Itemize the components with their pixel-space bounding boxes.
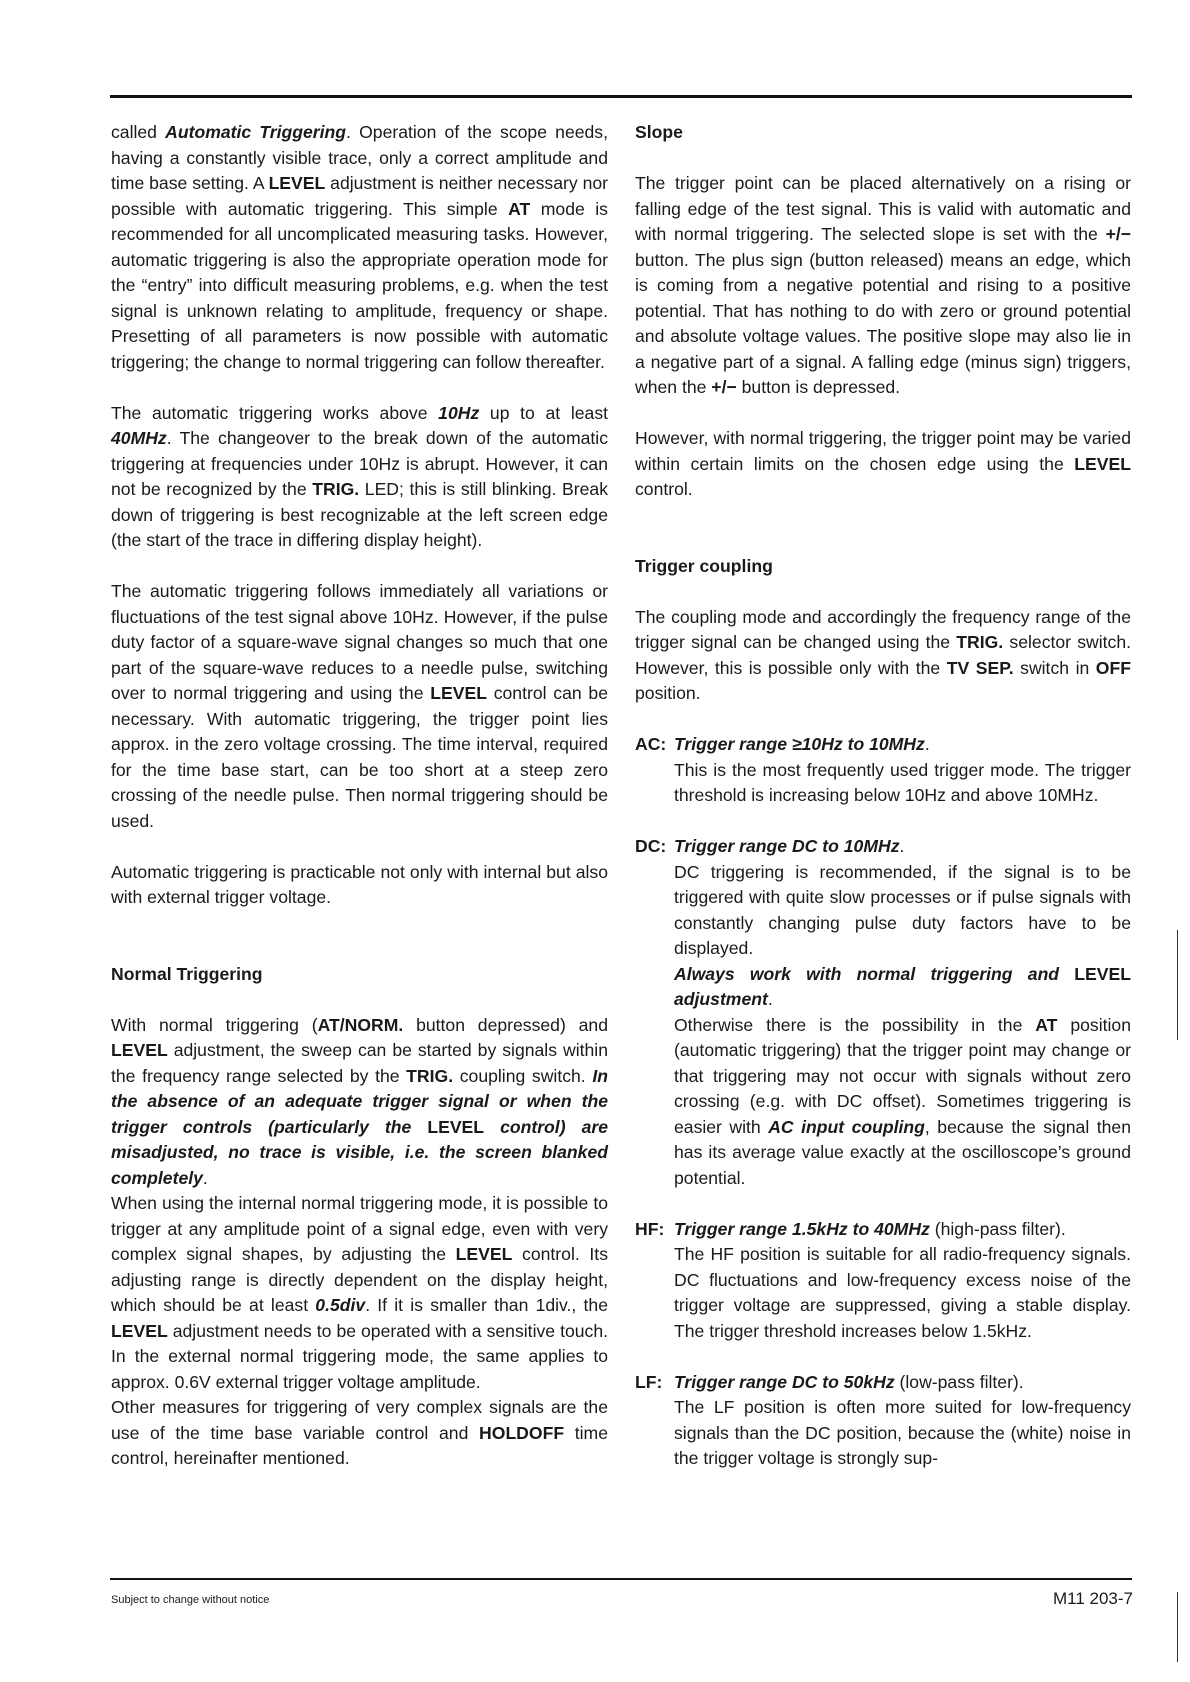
text-run: Otherwise there is the possibility in the	[674, 1014, 1036, 1035]
paragraph-slope-level	[635, 426, 1131, 503]
text-run: control can be necessary. With automatic triggering, the trigger point lies approx. in the zero voltage crossing. The time interval, required for the time base start, can be too short at a steep zero crossing of the needle pulse. Then normal triggering should be used.	[111, 683, 608, 831]
text-run: Trigger range ≥10Hz to 10MHz	[674, 734, 925, 754]
coupling-tag-hf: HF:	[635, 1218, 665, 1239]
margin-mark-upper	[1177, 930, 1178, 1040]
left-column	[111, 120, 608, 1472]
text-run: 40MHz	[111, 428, 167, 448]
text-run: The automatic triggering follows immediately all variations or fluctuations of the test signal above 10Hz. However, if the pulse duty factor of a square-wave signal changes so much that one part of the square-wave reduces to a needle pulse, switching over to normal triggering and using the	[111, 581, 608, 703]
text-run: adjustment, the sweep can be started by signals within the frequency range selected by the	[111, 1040, 608, 1086]
coupling-tag-dc: DC:	[635, 836, 667, 856]
text-run: +/−	[1105, 224, 1131, 244]
bottom-rule	[110, 1578, 1132, 1580]
text-run: In the absence of an adequate trigger signal or when the trigger controls (particularly the	[111, 1065, 608, 1137]
text-run: TV SEP.	[946, 657, 1014, 678]
text-run: Trigger range DC to 10MHz	[674, 836, 900, 856]
text-run: position (automatic triggering) that the trigger point may change or that triggering may not occur with signals without zero crossing (e.g. with DC offset). Sometimes triggering is easier with	[674, 1014, 1131, 1137]
page-number: M11 203-7	[1052, 1589, 1133, 1608]
text-run: AT	[1035, 1014, 1058, 1035]
coupling-desc-ac	[674, 758, 1131, 809]
right-column	[635, 120, 1131, 1472]
text-run: button depressed) and	[403, 1014, 608, 1035]
heading-normal-triggering: Normal Triggering	[111, 963, 263, 984]
top-rule	[110, 95, 1132, 98]
text-run: Automatic triggering is practicable not only with internal but also with external trigger voltage.	[111, 861, 608, 907]
text-run: OFF	[1095, 657, 1131, 678]
text-run: (low-pass filter).	[894, 1371, 1024, 1392]
text-run: Other measures for triggering of very complex signals are the use of the time base variable control and	[111, 1397, 608, 1443]
text-run: adjustment needs to be operated with a sensitive touch. In the external normal triggering mode, the same applies to approx. 0.6V external trigger voltage amplitude.	[111, 1320, 608, 1392]
paragraph-other-measures	[111, 1395, 608, 1472]
text-run: . Operation of the scope needs, having a constantly visible trace, only a correct amplitude and time base setting. A	[111, 122, 608, 193]
text-run: The trigger point can be placed alternatively on a rising or falling edge of the test signal. This is valid with automatic and with normal triggering. The selected slope is set with the	[635, 173, 1131, 244]
text-run: LEVEL	[455, 1244, 513, 1264]
text-run: control. Its adjusting range is directly dependent on the display height, which should be at least	[111, 1244, 608, 1315]
coupling-note-dc	[674, 962, 1131, 1013]
coupling-desc-dc	[674, 860, 1131, 962]
text-run: called	[111, 122, 166, 142]
paragraph-normal-triggering	[111, 1013, 608, 1192]
text-run: Always work with normal triggering and	[674, 963, 1075, 984]
text-run: LED; this is still blinking. Break down of triggering is best recognizable at the left screen edge (the start of the trace in differing display height).	[111, 479, 609, 550]
text-run: selector switch. However, this is possible only with the	[635, 632, 1131, 678]
text-run: TRIG.	[406, 1065, 454, 1086]
text-run: +/−	[711, 377, 737, 397]
coupling-item-hf	[635, 1217, 1131, 1243]
text-run: .	[202, 1167, 208, 1188]
text-run: . If it is smaller than 1div., the	[365, 1295, 608, 1315]
paragraph-frequency-range	[111, 401, 608, 554]
text-run: Automatic Triggering	[165, 122, 347, 142]
text-run: With normal triggering (	[111, 1014, 318, 1035]
text-run: When using the internal normal triggering mode, it is possible to trigger at any amplitude point of a signal edge, even with very complex signal shapes, by adjusting the	[111, 1193, 608, 1264]
coupling-range-lf	[674, 1370, 1131, 1396]
heading-trigger-coupling: Trigger coupling	[635, 555, 773, 576]
text-run: up to at least	[479, 402, 608, 423]
paragraph-variations	[111, 579, 608, 834]
text-run: The automatic triggering works above	[111, 402, 439, 423]
coupling-range-hf	[674, 1217, 1131, 1243]
text-run: control.	[635, 479, 693, 499]
text-run: LEVEL	[1074, 963, 1131, 984]
text-run: TRIG.	[312, 479, 360, 499]
paragraph-external-trigger	[111, 860, 608, 911]
text-run: adjustment is neither necessary nor possible with automatic triggering. This simple	[111, 173, 608, 219]
text-run: switch in	[1013, 657, 1096, 678]
margin-mark-lower	[1177, 1592, 1178, 1662]
text-run: .	[924, 734, 930, 754]
text-run: However, with normal triggering, the trigger point may be varied within certain limits on the chosen edge using the	[635, 428, 1131, 474]
text-run: 0.5div	[315, 1295, 366, 1315]
text-run: .	[899, 836, 905, 856]
coupling-desc-dc-otherwise	[674, 1013, 1131, 1192]
paragraph-automatic-triggering	[111, 120, 608, 375]
coupling-desc-lf	[674, 1395, 1131, 1472]
text-run: TRIG.	[956, 632, 1004, 652]
text-run: HOLDOFF	[479, 1422, 565, 1443]
text-run: , because the signal then has its average value exactly at the oscilloscope’s ground potential.	[674, 1116, 1131, 1188]
text-run: LEVEL	[268, 173, 326, 193]
coupling-desc-hf	[674, 1242, 1131, 1344]
text-run: LEVEL	[111, 1320, 168, 1341]
paragraph-internal-normal-triggering	[111, 1191, 608, 1395]
coupling-item-ac	[635, 732, 1131, 758]
text-run: AT	[508, 198, 531, 219]
heading-slope: Slope	[635, 122, 683, 142]
text-run: DC triggering is recommended, if the signal is to be triggered with quite slow processes or if pulse signals with constantly changing pulse duty factors have to be displayed.	[674, 861, 1131, 958]
text-run: coupling switch.	[453, 1065, 593, 1086]
text-run: AT/NORM.	[317, 1014, 404, 1035]
text-run: This is the most frequently used trigger mode. The trigger threshold is increasing below 10Hz and above 10MHz.	[674, 759, 1131, 805]
text-run: LEVEL	[430, 683, 487, 703]
text-run: LEVEL	[1074, 453, 1131, 474]
paragraph-trigger-coupling	[635, 605, 1131, 707]
text-run: The HF position is suitable for all radio-frequency signals. DC fluctuations and low-frequency excess noise of the trigger voltage are suppressed, giving a stable display. The trigger threshold increases below 1.5kHz.	[674, 1244, 1131, 1341]
text-run: Trigger range DC to 50kHz	[674, 1371, 895, 1392]
text-run: adjustment	[674, 989, 768, 1009]
text-run: Trigger range 1.5kHz to 40MHz	[674, 1218, 930, 1239]
coupling-tag-lf: LF:	[635, 1371, 663, 1392]
text-run: . The changeover to the break down of the automatic triggering at frequencies under 10Hz is abrupt. However, it can not be recognized by the	[111, 428, 608, 499]
text-run: The coupling mode and accordingly the frequency range of the trigger signal can be changed using the	[635, 606, 1131, 652]
coupling-range-dc	[674, 834, 1131, 860]
text-run: mode is recommended for all uncomplicated measuring tasks. However, automatic triggering is also the appropriate operation mode for the “entry” into difficult measuring problems, e.g. when the test signal is unknown relating to amplitude, frequency or shape. Presetting of all parameters is now possible with automatic triggering; the change to normal triggering can follow thereafter.	[111, 198, 608, 372]
coupling-item-dc	[635, 834, 1131, 860]
text-run: 10Hz	[438, 402, 480, 423]
text-run: LEVEL	[427, 1116, 485, 1137]
text-run: AC input coupling	[768, 1116, 925, 1137]
text-run: position.	[635, 683, 701, 703]
coupling-tag-ac: AC:	[635, 734, 667, 754]
paragraph-slope	[635, 171, 1131, 401]
text-run: (high-pass filter).	[929, 1218, 1066, 1239]
footer-notice: Subject to change without notice	[111, 1594, 270, 1606]
text-run: .	[767, 989, 773, 1009]
text-run: The LF position is often more suited for low-frequency signals than the DC position, because the (white) noise in the trigger voltage is strongly sup-	[674, 1397, 1131, 1468]
coupling-range-ac	[674, 732, 1131, 758]
text-run: LEVEL	[111, 1040, 168, 1060]
text-run: button. The plus sign (button released) means an edge, which is coming from a negative potential and rising to a positive potential. That has nothing to do with zero or ground potential and absolute voltage values. The positive slope may also lie in a negative part of a signal. A falling edge (minus sign) triggers, when the	[635, 249, 1131, 397]
text-run: button is depressed.	[736, 377, 901, 397]
coupling-item-lf	[635, 1370, 1131, 1396]
text-run: control) are misadjusted, no trace is visible, i.e. the screen blanked completely	[111, 1116, 608, 1188]
text-run: time control, hereinafter mentioned.	[111, 1422, 608, 1468]
